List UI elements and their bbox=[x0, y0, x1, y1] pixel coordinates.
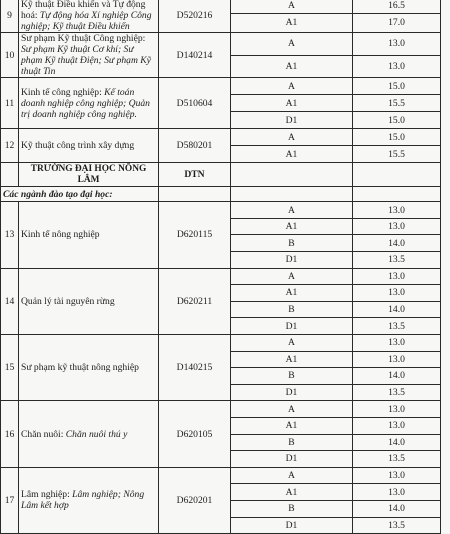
table-row bbox=[1, 33, 441, 56]
table-row bbox=[1, 0, 441, 13]
cutoff-score: 13.0 bbox=[353, 401, 441, 418]
cutoff-score: 13.0 bbox=[353, 351, 441, 368]
exam-block: B bbox=[231, 235, 353, 252]
cutoff-score: 15.5 bbox=[353, 146, 441, 163]
exam-block: A bbox=[231, 202, 353, 219]
major-name bbox=[19, 78, 159, 129]
major-code: D620105 bbox=[159, 401, 231, 467]
cutoff-score: 13.0 bbox=[353, 417, 441, 434]
major-specializations: Tự động hóa Xí nghiệp Công nghiệp; Kỹ thuật Điều khiển bbox=[21, 10, 152, 33]
exam-block: D1 bbox=[231, 451, 353, 468]
major-name bbox=[19, 268, 159, 334]
exam-block: A1 bbox=[231, 351, 353, 368]
major-code: D620201 bbox=[159, 467, 231, 533]
cutoff-score: 13.5 bbox=[353, 318, 441, 335]
exam-block: D1 bbox=[231, 252, 353, 269]
cutoff-score: 13.0 bbox=[353, 268, 441, 285]
cutoff-score: 14.0 bbox=[353, 500, 441, 517]
row-number: 16 bbox=[1, 401, 19, 467]
major-name-main: Chăn nuôi: bbox=[21, 428, 66, 440]
exam-block: D1 bbox=[231, 318, 353, 335]
empty-cell bbox=[231, 187, 353, 202]
major-name bbox=[19, 33, 159, 78]
exam-block: A1 bbox=[231, 95, 353, 112]
exam-block: B bbox=[231, 500, 353, 517]
major-code: D620211 bbox=[159, 268, 231, 334]
exam-block: A bbox=[231, 0, 353, 13]
major-name-main: Quản lý tài nguyên rừng bbox=[21, 295, 115, 307]
major-name bbox=[19, 202, 159, 268]
exam-block: A bbox=[231, 268, 353, 285]
major-name bbox=[19, 467, 159, 533]
cutoff-score: 13.0 bbox=[353, 218, 441, 235]
major-name-main: Lâm nghiệp: bbox=[21, 489, 73, 501]
row-number: 17 bbox=[1, 467, 19, 533]
cutoff-score: 13.0 bbox=[353, 202, 441, 219]
row-number: 12 bbox=[1, 129, 19, 163]
exam-block: A bbox=[231, 33, 353, 56]
table-row bbox=[1, 202, 441, 219]
exam-block: A1 bbox=[231, 285, 353, 302]
table-row bbox=[1, 467, 441, 484]
table-row bbox=[1, 78, 441, 95]
exam-block: A1 bbox=[231, 484, 353, 501]
row-number: 11 bbox=[1, 78, 19, 129]
cutoff-score: 14.0 bbox=[353, 235, 441, 252]
cutoff-score: 15.0 bbox=[353, 129, 441, 146]
row-number: 13 bbox=[1, 202, 19, 268]
cutoff-score: 15.0 bbox=[353, 78, 441, 95]
cutoff-score: 13.0 bbox=[353, 33, 441, 56]
table-body bbox=[1, 0, 441, 534]
cutoff-score: 13.0 bbox=[353, 334, 441, 351]
cutoff-score: 13.0 bbox=[353, 55, 441, 78]
table-row bbox=[1, 268, 441, 285]
school-name: TRƯỜNG ĐẠI HỌC NÔNG LÂM bbox=[19, 163, 159, 187]
table-row bbox=[1, 334, 441, 351]
major-specializations: Lâm nghiệp; Nông Lâm kết hợp bbox=[21, 489, 145, 512]
major-code: D580201 bbox=[159, 129, 231, 163]
cutoff-score: 13.0 bbox=[353, 467, 441, 484]
empty-cell bbox=[353, 187, 441, 202]
exam-block: B bbox=[231, 434, 353, 451]
school-header-row bbox=[1, 163, 441, 187]
exam-block: B bbox=[231, 301, 353, 318]
major-code: D140214 bbox=[159, 33, 231, 78]
major-name-main: Sư phạm Kỹ thuật Công nghiệp: bbox=[21, 33, 146, 45]
section-label-row bbox=[1, 187, 441, 202]
major-name-main: Kinh tế công nghiệp: bbox=[21, 86, 105, 98]
major-name-main: Sư phạm kỹ thuật nông nghiệp bbox=[21, 362, 139, 374]
row-number: 14 bbox=[1, 268, 19, 334]
cutoff-score: 16.5 bbox=[353, 0, 441, 13]
empty-cell bbox=[159, 187, 231, 202]
exam-block: A1 bbox=[231, 13, 353, 32]
cutoff-score: 13.0 bbox=[353, 484, 441, 501]
exam-block: A bbox=[231, 401, 353, 418]
table-row bbox=[1, 401, 441, 418]
major-name bbox=[19, 0, 159, 33]
cutoff-score: 13.5 bbox=[353, 384, 441, 401]
empty-cell bbox=[231, 163, 353, 187]
major-code: D510604 bbox=[159, 78, 231, 129]
school-code: DTN bbox=[159, 163, 231, 187]
table-row bbox=[1, 129, 441, 146]
exam-block: A bbox=[231, 467, 353, 484]
major-name bbox=[19, 401, 159, 467]
exam-block: D1 bbox=[231, 517, 353, 534]
cutoff-score: 13.0 bbox=[353, 285, 441, 302]
empty-cell bbox=[353, 163, 441, 187]
major-specializations: Sư phạm Kỹ thuật Cơ khí; Sư phạm Kỹ thuật Điện; Sư phạm Kỹ thuật Tin bbox=[21, 44, 151, 78]
major-code: D140215 bbox=[159, 334, 231, 400]
cutoff-score: 15.0 bbox=[353, 112, 441, 129]
row-number: 10 bbox=[1, 33, 19, 78]
row-number: 9 bbox=[1, 0, 19, 33]
exam-block: A bbox=[231, 334, 353, 351]
major-name-main: Kinh tế nông nghiệp bbox=[21, 229, 100, 241]
row-number: 15 bbox=[1, 334, 19, 400]
major-name bbox=[19, 129, 159, 163]
major-name-main: Kỹ thuật Điều khiển và Tự động hoá: bbox=[21, 0, 146, 22]
major-name bbox=[19, 334, 159, 400]
exam-block: A bbox=[231, 78, 353, 95]
cutoff-score: 13.5 bbox=[353, 252, 441, 269]
major-name-main: Kỹ thuật công trình xây dựng bbox=[21, 140, 135, 152]
row-number bbox=[1, 163, 19, 187]
cutoff-score: 17.0 bbox=[353, 13, 441, 32]
cutoff-score: 13.5 bbox=[353, 451, 441, 468]
major-code: D620115 bbox=[159, 202, 231, 268]
exam-block: B bbox=[231, 368, 353, 385]
exam-block: A1 bbox=[231, 218, 353, 235]
exam-block: D1 bbox=[231, 384, 353, 401]
major-specializations: Chăn nuôi thú y bbox=[65, 428, 128, 440]
exam-block: A bbox=[231, 129, 353, 146]
major-code: D520216 bbox=[159, 0, 231, 33]
section-label: Các ngành đào tạo đại học: bbox=[1, 187, 159, 202]
exam-block: A1 bbox=[231, 146, 353, 163]
major-specializations: Kế toán doanh nghiệp công nghiệp; Quản trị doanh nghiệp công nghiệp. bbox=[21, 86, 150, 120]
cutoff-score: 14.0 bbox=[353, 301, 441, 318]
exam-block: A1 bbox=[231, 55, 353, 78]
exam-block: A1 bbox=[231, 417, 353, 434]
cutoff-score: 14.0 bbox=[353, 434, 441, 451]
exam-block: D1 bbox=[231, 112, 353, 129]
cutoff-score: 13.5 bbox=[353, 517, 441, 534]
cutoff-score: 15.5 bbox=[353, 95, 441, 112]
cutoff-score: 14.0 bbox=[353, 368, 441, 385]
